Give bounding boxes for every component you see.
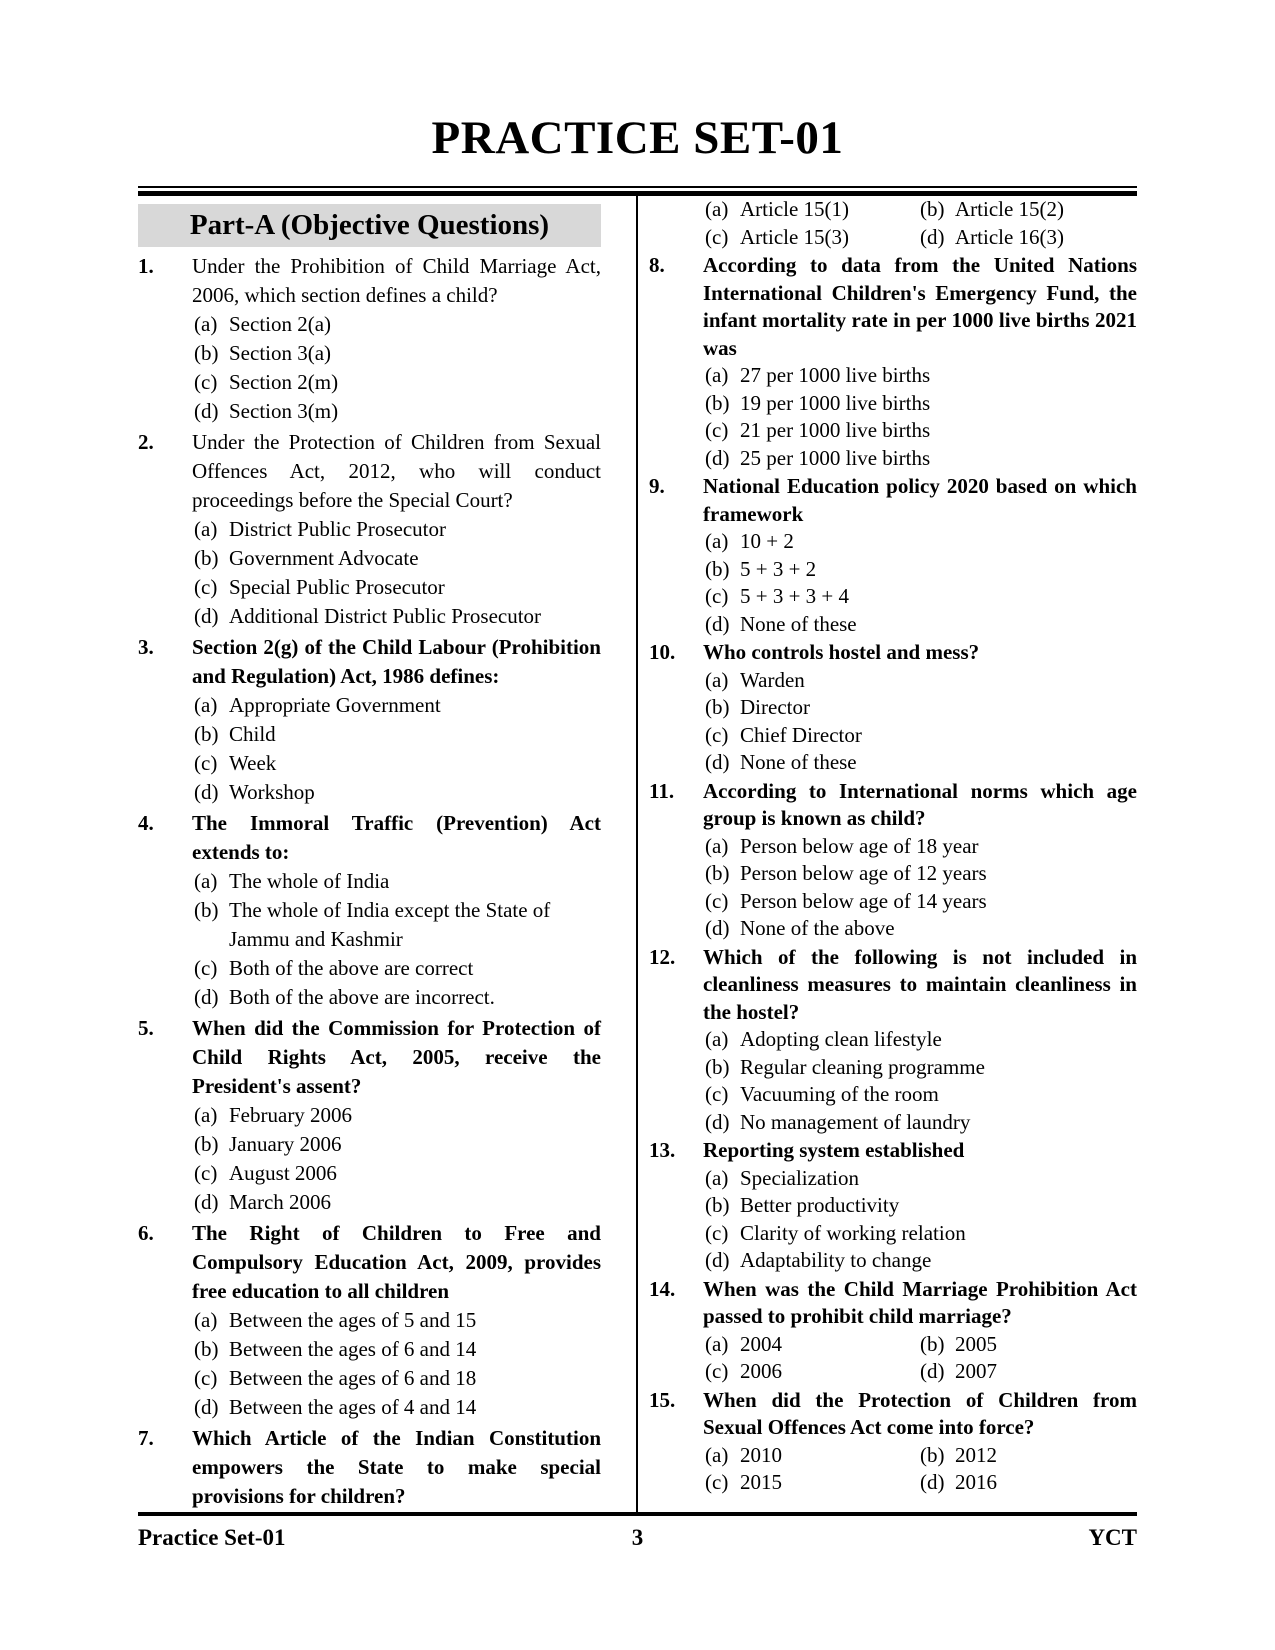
question-body (703, 944, 1137, 1137)
question-body (192, 809, 601, 1012)
option-text: 2006 (740, 1359, 782, 1383)
option-label: (c) (705, 1359, 729, 1383)
footer-publisher-label: YCT (1088, 1525, 1137, 1550)
question (138, 1424, 601, 1511)
footer-rule (138, 1512, 1137, 1516)
option-label: (d) (705, 1109, 730, 1134)
question-body (703, 1137, 1137, 1275)
option (703, 583, 1137, 611)
option-label: (c) (705, 722, 729, 747)
option-text: 5 + 3 + 2 (740, 556, 817, 581)
question-number: 13. (649, 1138, 676, 1162)
question (138, 1014, 601, 1217)
page-footer (138, 1523, 1137, 1553)
option-label: (b) (705, 695, 730, 719)
option-text: Week (229, 751, 277, 775)
option-list (703, 1165, 1137, 1275)
option-text: Person below age of 14 years (740, 888, 987, 913)
option-list (192, 310, 601, 426)
option-text: 2007 (955, 1359, 997, 1383)
question-number: 9. (649, 474, 665, 498)
question-number: 7. (138, 1426, 154, 1450)
option-label: (b) (194, 341, 219, 365)
question-text: When was the Child Marriage Prohibition Act passed to prohibit child marriage? (703, 1276, 1137, 1328)
option (703, 1331, 918, 1359)
option (192, 691, 601, 720)
question-body (703, 639, 1137, 777)
option-label: (b) (194, 546, 219, 570)
question-number: 14. (649, 1276, 676, 1301)
option-label: (c) (194, 956, 218, 980)
option-text: Specialization (740, 1165, 859, 1190)
option-label: (a) (705, 1442, 729, 1467)
question-number: 6. (138, 1221, 154, 1245)
option-label: (b) (705, 1054, 730, 1079)
left-column (138, 196, 636, 1512)
option-text: Between the ages of 6 and 18 (229, 1366, 477, 1390)
question (649, 252, 1137, 472)
footer-set-label: Practice Set-01 (138, 1525, 286, 1550)
option (703, 611, 1137, 639)
option-label: (c) (705, 584, 729, 608)
option (703, 694, 1137, 722)
question-number: 12. (649, 944, 676, 969)
option-label: (d) (194, 1190, 219, 1214)
option-text: 10 + 2 (740, 529, 794, 553)
option-text: Director (740, 695, 810, 719)
option-label: (a) (705, 833, 729, 858)
option-list (192, 867, 601, 1012)
question-body (703, 252, 1137, 472)
question (649, 1276, 1137, 1386)
option-label: (d) (194, 1395, 219, 1419)
question (649, 639, 1137, 777)
option-label: (d) (194, 399, 219, 423)
option-label: (b) (705, 1193, 730, 1217)
option (192, 1393, 601, 1422)
question-number (649, 196, 703, 251)
option (703, 1026, 1137, 1054)
option (918, 1331, 1137, 1359)
question-text: Section 2(g) of the Child Labour (Prohibition and Regulation) Act, 1986 defines: (192, 635, 601, 688)
option-list (703, 1331, 1137, 1386)
option (703, 1165, 1137, 1193)
option-text: August 2006 (229, 1161, 337, 1185)
option-text: Adopting clean lifestyle (740, 1027, 942, 1051)
question-body (192, 428, 601, 631)
option (192, 954, 601, 983)
option (703, 1192, 1137, 1220)
question-number: 5. (138, 1016, 154, 1040)
question-text: When did the Protection of Children from Sexual Offences Act come into force? (703, 1387, 1137, 1439)
option-list (192, 1306, 601, 1422)
section-header: Part-A (Objective Questions) (138, 204, 601, 247)
option-label: (b) (194, 1132, 219, 1156)
option (703, 860, 1137, 888)
option (703, 1358, 918, 1386)
option (192, 339, 601, 368)
option-label: (a) (194, 312, 218, 336)
option-label: (c) (705, 1220, 729, 1245)
option-text: Between the ages of 5 and 15 (229, 1308, 477, 1332)
option (918, 1469, 1137, 1497)
option (192, 368, 601, 397)
option (192, 749, 601, 778)
option-label: (a) (705, 529, 729, 553)
option-text: January 2006 (229, 1132, 342, 1156)
option (703, 390, 1137, 418)
question-body (192, 1219, 601, 1422)
option-label: (c) (194, 1366, 218, 1390)
option (703, 1109, 1137, 1137)
option-text: None of these (740, 611, 857, 636)
option (703, 528, 1137, 556)
option (703, 556, 1137, 584)
option (192, 1130, 601, 1159)
option-text: March 2006 (229, 1190, 332, 1214)
option (703, 667, 1137, 695)
option (703, 833, 1137, 861)
question-text: Which Article of the Indian Constitution empowers the State to make special provisions for children? (192, 1426, 601, 1508)
option-text: Government Advocate (229, 546, 419, 570)
option (918, 196, 1137, 224)
question-text: When did the Commission for Protection of Child Rights Act, 2005, receive the President's assent? (192, 1016, 601, 1098)
option-text: Section 2(m) (229, 370, 339, 394)
option (192, 515, 601, 544)
option-text: 2005 (955, 1331, 997, 1356)
option-text: Vacuuming of the room (740, 1082, 939, 1106)
option (192, 573, 601, 602)
option-label: (d) (920, 224, 945, 249)
option (192, 1364, 601, 1393)
question-number: 3. (138, 635, 154, 659)
option-text: 2010 (740, 1442, 782, 1467)
question-body (703, 196, 1137, 251)
option-label: (a) (705, 197, 729, 221)
question-body (703, 473, 1137, 638)
option (703, 888, 1137, 916)
option (703, 196, 918, 224)
option-text: Appropriate Government (229, 693, 441, 717)
question-body (192, 252, 601, 426)
question-text: National Education policy 2020 based on which framework (703, 474, 1137, 526)
option-label: (a) (194, 1308, 218, 1332)
question-number: 11. (649, 778, 675, 803)
page-title: PRACTICE SET-01 (431, 112, 844, 164)
two-column-layout (138, 196, 1137, 1512)
option (192, 720, 601, 749)
question-text: Reporting system established (703, 1138, 965, 1162)
option-text: February 2006 (229, 1103, 353, 1127)
option-label: (d) (194, 780, 219, 804)
question-body (192, 1424, 601, 1511)
option (703, 749, 1137, 777)
option (918, 224, 1137, 252)
option-list (703, 528, 1137, 638)
question (138, 252, 601, 426)
right-column (636, 196, 1137, 1512)
option-text: 2015 (740, 1470, 782, 1494)
option (703, 1081, 1137, 1109)
option-text: Better productivity (740, 1193, 900, 1217)
option-label: (d) (705, 916, 730, 940)
option-text: 2004 (740, 1331, 782, 1356)
option (192, 1306, 601, 1335)
option-text: Regular cleaning programme (740, 1054, 985, 1079)
option-text: 25 per 1000 live births (740, 445, 931, 470)
option-text: 27 per 1000 live births (740, 363, 931, 387)
question-text: Which of the following is not included in cleanliness measures to maintain cleanliness in the hostel? (703, 944, 1137, 1024)
option (703, 1469, 918, 1497)
option-label: (a) (194, 869, 218, 893)
option-text: Warden (740, 667, 805, 692)
left-question-list (138, 252, 601, 1511)
option-label: (a) (705, 1165, 729, 1190)
option-text: Clarity of working relation (740, 1220, 966, 1245)
option-label: (d) (705, 611, 730, 636)
option-text: Person below age of 18 year (740, 833, 979, 858)
option-label: (d) (705, 1248, 730, 1272)
option-label: (d) (920, 1359, 945, 1383)
option (192, 310, 601, 339)
question-body (192, 1014, 601, 1217)
option-text: 2016 (955, 1470, 997, 1494)
right-question-list (649, 196, 1137, 1497)
option-label: (c) (194, 1161, 218, 1185)
footer-page-number: 3 (631, 1525, 644, 1550)
option (703, 1442, 918, 1470)
option (703, 1247, 1137, 1275)
option (192, 397, 601, 426)
option (703, 722, 1137, 750)
option-label: (d) (920, 1470, 945, 1494)
option-text: Section 3(m) (229, 399, 339, 423)
option-list (192, 691, 601, 807)
option (703, 1054, 1137, 1082)
option-label: (c) (194, 370, 218, 394)
option-label: (b) (194, 898, 219, 922)
option-list (192, 515, 601, 631)
question (138, 428, 601, 631)
option-text: Child (229, 722, 276, 746)
option-label: (c) (705, 1470, 729, 1494)
option (192, 778, 601, 807)
question-text: The Right of Children to Free and Compulsory Education Act, 2009, provides free education to all children (192, 1221, 601, 1303)
option (192, 1188, 601, 1217)
question-text: Who controls hostel and mess? (703, 640, 980, 664)
option (192, 983, 601, 1012)
question-text: The Immoral Traffic (Prevention) Act extends to: (192, 811, 601, 864)
question-text: Under the Protection of Children from Sexual Offences Act, 2012, who will conduct proceedings before the Special Court? (192, 430, 601, 512)
question-number: 4. (138, 811, 154, 835)
option-text: 5 + 3 + 3 + 4 (740, 584, 850, 608)
option-text: 2012 (955, 1442, 997, 1467)
option-text: The whole of India (229, 869, 390, 893)
option-text: The whole of India except the State of Jammu and Kashmir (229, 898, 551, 951)
option-text: Both of the above are incorrect. (229, 985, 495, 1009)
option (192, 544, 601, 573)
option-text: District Public Prosecutor (229, 517, 446, 541)
option-list (192, 1101, 601, 1217)
question (649, 473, 1137, 638)
question (138, 1219, 601, 1422)
option-label: (b) (705, 390, 730, 415)
option-text: Person below age of 12 years (740, 861, 987, 885)
option (918, 1358, 1137, 1386)
option (703, 1220, 1137, 1248)
option-label: (a) (194, 1103, 218, 1127)
option-label: (b) (920, 1331, 945, 1356)
option-text: Section 2(a) (229, 312, 332, 336)
option-label: (a) (705, 667, 729, 692)
question-text: According to data from the United Nations International Children's Emergency Fund, the infant mortality rate in per 1000 live births 2021 was (703, 253, 1137, 360)
option (192, 867, 601, 896)
option (192, 1159, 601, 1188)
option-label: (d) (194, 985, 219, 1009)
question (649, 944, 1137, 1137)
question (649, 196, 1137, 251)
option-text: Between the ages of 6 and 14 (229, 1337, 477, 1361)
option-text: Article 15(2) (955, 197, 1065, 221)
option-label: (c) (194, 575, 218, 599)
option (703, 224, 918, 252)
option-label: (b) (705, 556, 730, 581)
question (649, 1387, 1137, 1497)
option-text: None of the above (740, 916, 895, 940)
question-body (703, 1276, 1137, 1386)
title-double-rule (138, 186, 1137, 196)
option-label: (b) (920, 197, 945, 221)
option-list (703, 667, 1137, 777)
option-text: No management of laundry (740, 1109, 971, 1134)
question (138, 809, 601, 1012)
option-label: (c) (705, 224, 729, 249)
option-label: (b) (194, 1337, 219, 1361)
option-label: (c) (194, 751, 218, 775)
option (192, 1335, 601, 1364)
option-list (703, 196, 1137, 251)
option-text: Article 15(1) (740, 197, 850, 221)
option-label: (c) (705, 888, 729, 913)
option-label: (d) (194, 604, 219, 628)
option-list (703, 833, 1137, 943)
option-text: Chief Director (740, 722, 862, 747)
option-text: Article 16(3) (955, 224, 1065, 249)
question-number: 2. (138, 430, 154, 454)
option-text: Workshop (229, 780, 315, 804)
option-label: (d) (705, 445, 730, 470)
option (192, 1101, 601, 1130)
option-text: 19 per 1000 live births (740, 390, 931, 415)
question-body (192, 633, 601, 807)
option-label: (a) (705, 1027, 729, 1051)
question-text: Under the Prohibition of Child Marriage Act, 2006, which section defines a child? (192, 254, 601, 307)
option-text: Adaptability to change (740, 1248, 932, 1272)
option-text: Article 15(3) (740, 224, 850, 249)
option-text: Special Public Prosecutor (229, 575, 445, 599)
option (703, 362, 1137, 390)
option-label: (a) (194, 517, 218, 541)
option (918, 1442, 1137, 1470)
question-body (703, 778, 1137, 943)
option (703, 445, 1137, 473)
option-label: (a) (705, 1331, 729, 1356)
option-label: (c) (705, 1082, 729, 1106)
question (649, 778, 1137, 943)
option-label: (d) (705, 750, 730, 774)
option-text: Section 3(a) (229, 341, 332, 365)
option-text: Between the ages of 4 and 14 (229, 1395, 477, 1419)
option-list (703, 362, 1137, 472)
option-text: Additional District Public Prosecutor (229, 604, 542, 628)
option-label: (a) (705, 363, 729, 387)
option-label: (b) (920, 1442, 945, 1467)
question (138, 633, 601, 807)
question-number: 10. (649, 640, 676, 664)
option (192, 896, 601, 954)
option-text: None of these (740, 750, 857, 774)
option-list (703, 1442, 1137, 1497)
option-text: 21 per 1000 live births (740, 418, 931, 442)
option-label: (b) (194, 722, 219, 746)
option-list (703, 1026, 1137, 1136)
option (703, 417, 1137, 445)
question-number: 8. (649, 253, 665, 277)
question-text: According to International norms which age group is known as child? (703, 778, 1137, 830)
option-label: (a) (194, 693, 218, 717)
option-text: Both of the above are correct (229, 956, 474, 980)
option (192, 602, 601, 631)
question-number: 1. (138, 254, 154, 278)
option (703, 915, 1137, 943)
question (649, 1137, 1137, 1275)
question-number: 15. (649, 1387, 676, 1412)
option-label: (b) (705, 861, 730, 885)
option-label: (c) (705, 418, 729, 442)
question-body (703, 1387, 1137, 1497)
